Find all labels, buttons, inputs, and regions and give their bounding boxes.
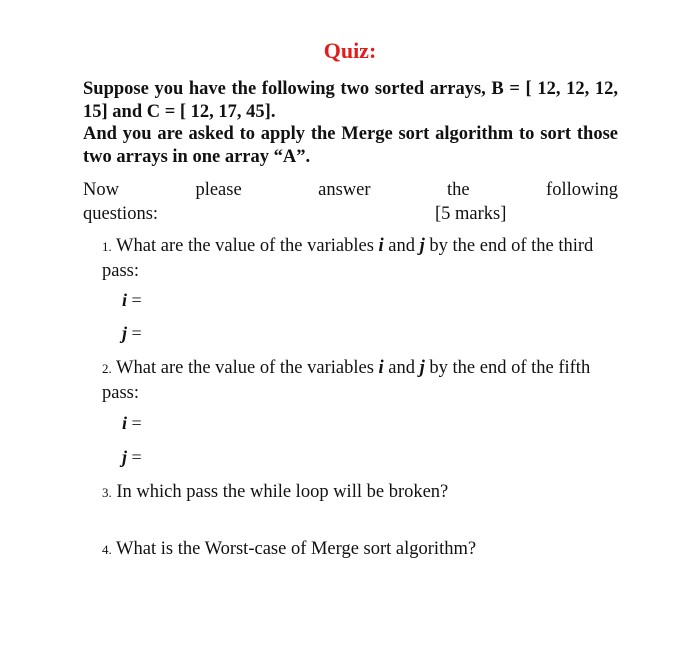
answer-i-2 <box>122 413 142 434</box>
equals-sign: = <box>127 323 142 343</box>
question-text: What is the Worst-case of Merge sort algorithm? <box>116 539 477 559</box>
marks-label: [5 marks] <box>435 204 507 224</box>
question-number: 2. <box>102 361 112 376</box>
instruction-word: please <box>195 180 242 200</box>
question-number: 4. <box>102 542 112 557</box>
answer-i-label: i <box>122 290 128 310</box>
answer-i-label: i <box>122 413 128 433</box>
instruction-word: the <box>446 180 470 200</box>
question-text: What are the value of the variables <box>116 358 379 378</box>
quiz-title: Quiz: <box>323 38 377 63</box>
variable-i: i <box>378 236 384 256</box>
equals-sign: = <box>127 413 142 433</box>
question-3 <box>102 480 602 505</box>
problem-task: And you are asked to apply the Merge sort algorithm to sort those two arrays in one array “A”. <box>83 124 618 167</box>
instruction-word: following <box>546 180 618 200</box>
answer-j-label: j <box>122 447 128 467</box>
variable-j: j <box>419 358 425 378</box>
question-4 <box>102 537 602 562</box>
equals-sign: = <box>127 447 142 467</box>
question-2 <box>102 356 602 405</box>
question-text: by the end of the third pass: <box>102 236 594 281</box>
question-number: 1. <box>102 239 112 254</box>
question-text: In which pass the while loop will be broken? <box>116 482 449 502</box>
instruction <box>83 178 618 226</box>
answer-i-1 <box>122 290 142 311</box>
variable-i: i <box>378 358 384 378</box>
answer-j-2 <box>122 447 142 468</box>
answer-j-1 <box>122 323 142 344</box>
instruction-word: answer <box>318 180 371 200</box>
variable-j: j <box>419 236 425 256</box>
question-text: and <box>383 358 420 378</box>
problem-arrays: Suppose you have the following two sorted arrays, B = [ 12, 12, 12, 15] and C = [ 12, 17, 45]. <box>83 79 618 122</box>
question-number: 3. <box>102 485 112 500</box>
question-text: and <box>383 236 420 256</box>
question-text: by the end of the fifth pass: <box>102 358 591 403</box>
problem-statement <box>83 78 618 168</box>
answer-j-label: j <box>122 323 128 343</box>
question-text: What are the value of the variables <box>116 236 379 256</box>
equals-sign: = <box>127 290 142 310</box>
instruction-questions: questions: <box>83 204 159 224</box>
question-1 <box>102 234 602 283</box>
instruction-word: Now <box>83 180 119 200</box>
